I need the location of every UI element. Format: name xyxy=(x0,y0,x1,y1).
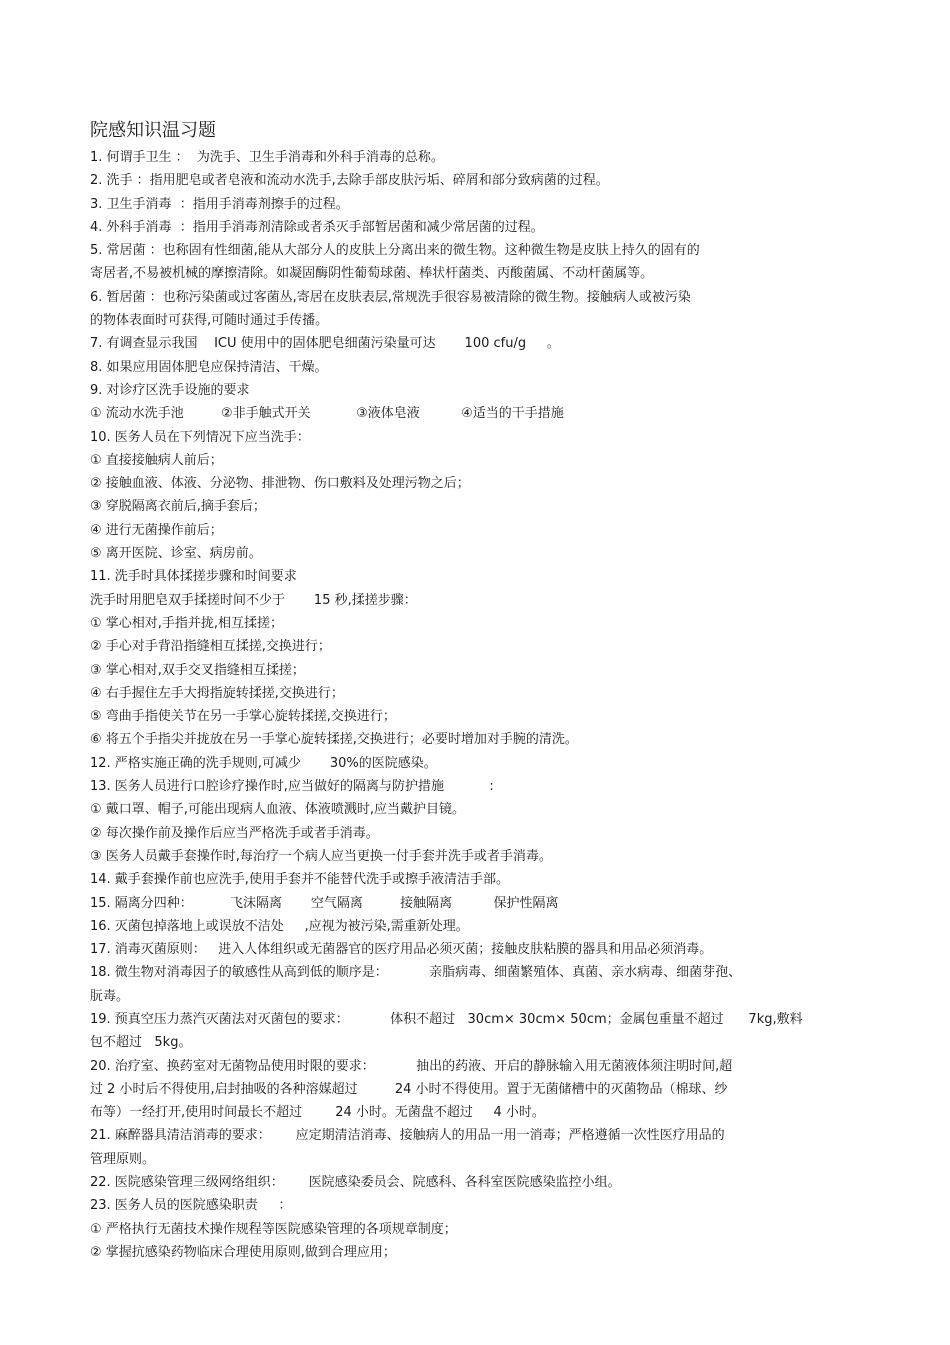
text-line: 19. 预真空压力蒸汽灭菌法对灭菌包的要求： 体积不超过 30cm× 30cm× 50cm；金属包重量不超过 7kg,敷料 xyxy=(90,1011,803,1027)
text-line: ③ 掌心相对,双手交叉指缝相互揉搓； xyxy=(90,662,305,678)
text-line: 4. 外科手消毒 ：指用手消毒剂清除或者杀灭手部暂居菌和减少常居菌的过程。 xyxy=(90,219,544,235)
text-line: 7. 有调查显示我国 ICU 使用中的固体肥皂细菌污染量可达 100 cfu/g 。 xyxy=(90,336,560,352)
text-line: 9. 对诊疗区洗手设施的要求 xyxy=(90,382,250,398)
text-line: ① 直接接触病人前后； xyxy=(90,452,223,468)
text-line: ② 每次操作前及操作后应当严格洗手或者手消毒。 xyxy=(90,825,379,841)
text-line: ① 掌心相对,手指并拢,相互揉搓； xyxy=(90,615,284,631)
text-line: 包不超过 5kg。 xyxy=(90,1035,192,1051)
text-line: 过 2 小时后不得使用,启封抽吸的各种溶媒超过 24 小时不得使用。置于无菌储槽中的灭菌物品（棉球、纱 xyxy=(90,1081,728,1097)
text-line: 14. 戴手套操作前也应洗手,使用手套并不能替代洗手或擦手液清洁手部。 xyxy=(90,872,509,888)
text-line: ① 戴口罩、帽子,可能出现病人血液、体液喷溅时,应当戴护目镜。 xyxy=(90,802,466,818)
text-line: ② 手心对手背沿指缝相互揉搓,交换进行； xyxy=(90,639,331,655)
text-line: 3. 卫生手消毒 ：指用手消毒剂擦手的过程。 xyxy=(90,196,349,212)
text-line: 的物体表面时可获得,可随时通过手传播。 xyxy=(90,313,329,329)
text-line: ① 严格执行无菌技术操作规程等医院感染管理的各项规章制度； xyxy=(90,1221,457,1237)
text-line: ④ 右手握住左手大拇指旋转揉搓,交换进行； xyxy=(90,685,344,701)
text-line: 6. 暂居菌 ：也称污染菌或过客菌丛,寄居在皮肤表层,常规洗手很容易被清除的微生物。接触病人或被污染 xyxy=(90,289,691,305)
text-line: 17. 消毒灭菌原则： 进入人体组织或无菌器官的医疗用品必须灭菌；接触皮肤粘膜的器具和用品必须消毒。 xyxy=(90,942,713,958)
text-line: ⑤ 弯曲手指使关节在另一手掌心旋转揉搓,交换进行； xyxy=(90,709,396,725)
text-line: 11. 洗手时具体揉搓步骤和时间要求 xyxy=(90,569,297,585)
text-line: ③ 穿脱隔离衣前后,摘手套后； xyxy=(90,499,266,515)
text-line: 朊毒。 xyxy=(90,988,130,1004)
text-line: 13. 医务人员进行口腔诊疗操作时,应当做好的隔离与防护措施 : xyxy=(90,779,494,795)
text-line: ⑥ 将五个手指尖并拢放在另一手掌心旋转揉搓,交换进行；必要时增加对手腕的清洗。 xyxy=(90,732,578,748)
text-line: 2. 洗手 ：指用肥皂或者皂液和流动水洗手,去除手部皮肤污垢、碎屑和部分致病菌的过程。 xyxy=(90,173,609,189)
text-line: ② 接触血液、体液、分泌物、排泄物、伤口敷料及处理污物之后； xyxy=(90,476,470,492)
text-line: 管理原则。 xyxy=(90,1151,156,1167)
text-line: 20. 治疗室、换药室对无菌物品使用时限的要求： 抽出的药液、开启的静脉输入用无菌液体须注明时间,超 xyxy=(90,1058,733,1074)
text-line: 寄居者,不易被机械的摩擦清除。如凝固酶阴性葡萄球菌、棒状杆菌类、丙酸菌属、不动杆菌属等。 xyxy=(90,266,654,282)
text-line: 23. 医务人员的医院感染职责 ： xyxy=(90,1198,292,1214)
text-line: 1. 何谓手卫生 ： 为洗手、卫生手消毒和外科手消毒的总称。 xyxy=(90,150,444,165)
text-line: 布等）一经打开,使用时间最长不超过 24 小时。无菌盘不超过 4 小时。 xyxy=(90,1105,545,1121)
text-line: 洗手时用肥皂双手揉搓时间不少于 15 秒,揉搓步骤： xyxy=(90,592,417,608)
text-line: 15. 隔离分四种： 飞沫隔离 空气隔离 接触隔离 保护性隔离 xyxy=(90,895,559,911)
text-line: 18. 微生物对消毒因子的敏感性从高到低的顺序是： 亲脂病毒、细菌繁殖体、真菌、亲水病毒、细菌芽孢、 xyxy=(90,965,742,981)
document-title: 院感知识温习题 xyxy=(90,120,216,141)
text-line: 8. 如果应用固体肥皂应保持清洁、干燥。 xyxy=(90,359,328,375)
text-line: 21. 麻醉器具清洁消毒的要求： 应定期清洁消毒、接触病人的用品一用一消毒；严格遵循一次性医疗用品的 xyxy=(90,1128,725,1144)
text-line: ② 掌握抗感染药物临床合理使用原则,做到合理应用； xyxy=(90,1244,396,1260)
text-line: ④ 进行无菌操作前后； xyxy=(90,522,223,538)
document-body xyxy=(90,146,900,1264)
text-line: 10. 医务人员在下列情况下应当洗手： xyxy=(90,429,310,445)
text-line: 5. 常居菌 ：也称固有性细菌,能从大部分人的皮肤上分离出来的微生物。这种微生物是皮肤上持久的固有的 xyxy=(90,243,700,259)
text-line: 22. 医院感染管理三级网络组织： 医院感染委员会、院感科、各科室医院感染监控小组。 xyxy=(90,1175,621,1191)
text-line: 12. 严格实施正确的洗手规则,可减少 30%的医院感染。 xyxy=(90,755,437,771)
document-page xyxy=(90,118,900,1264)
text-line: 16. 灭菌包掉落地上或误放不洁处 ,应视为被污染,需重新处理。 xyxy=(90,918,469,934)
text-line: ⑤ 离开医院、诊室、病房前。 xyxy=(90,546,262,562)
text-line: ③ 医务人员戴手套操作时,每治疗一个病人应当更换一付手套并洗手或者手消毒。 xyxy=(90,848,552,864)
text-line: ① 流动水洗手池 ②非手触式开关 ③液体皂液 ④适当的干手措施 xyxy=(90,406,564,422)
